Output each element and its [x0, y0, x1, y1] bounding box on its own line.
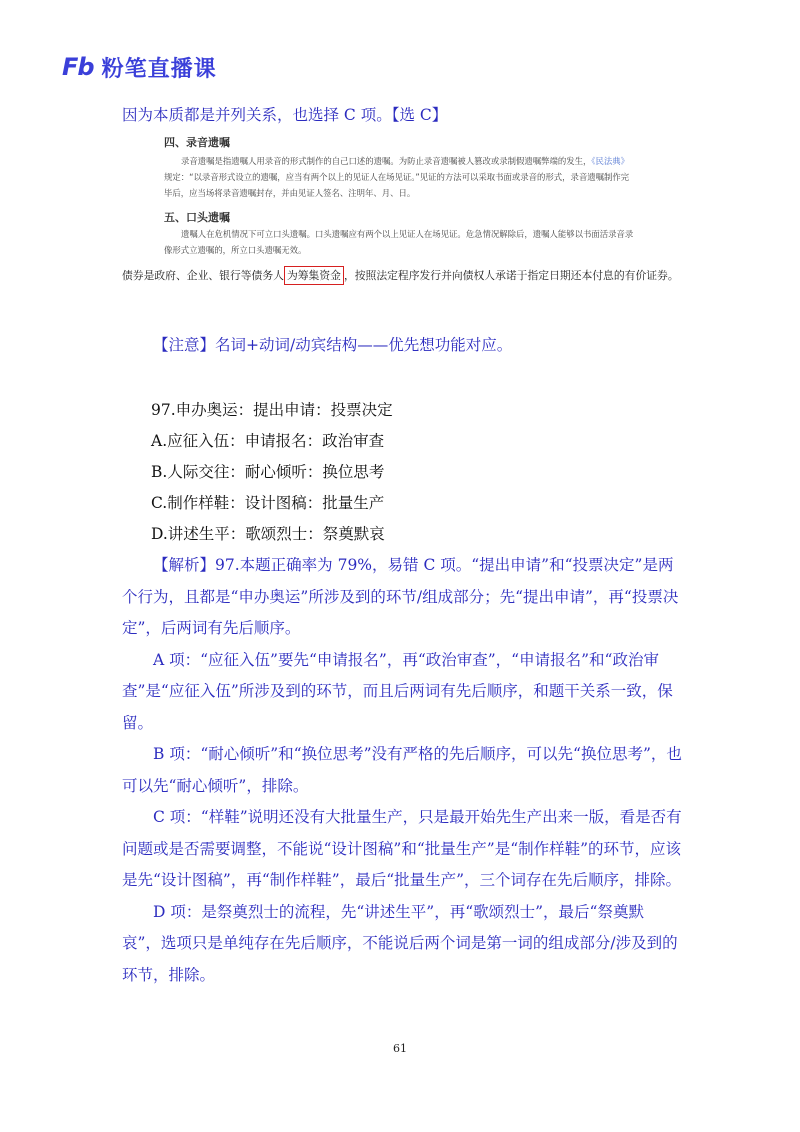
brand-header: [62, 52, 217, 82]
snippet-section4-text: 录音遗嘱是指遗嘱人用录音的形式制作的自己口述的遗嘱。为防止录音遗嘱被人篡改或录制假遗嘱弊端的发生，《民法典》规定：“以录音形式设立的遗嘱，应当有两个以上的见证人在场见证。”见证的方法可以采取书面或录音的形式，录音遗嘱制作完毕后，应当场将录音遗嘱封存，并由见证人签名、注明年、月、日。: [164, 156, 630, 198]
analysis-paragraph: B 项：“耐心倾听”和“换位思考”没有严格的先后顺序，可以先“换位思考”，也可以先“耐心倾听”，排除。: [122, 745, 682, 795]
page-number: 61: [393, 1042, 407, 1055]
option-b: B.人际交往：耐心倾听：换位思考: [151, 463, 385, 481]
analysis-paragraph: D 项：是祭奠烈士的流程，先“讲述生平”，再“歌颂烈士”，最后“祭奠默哀”，选项只是单纯存在先后顺序，不能说后两个词是第一词的组成部分/涉及到的环节，排除。: [122, 902, 678, 984]
analysis-paragraph: 【解析】97.本题正确率为 79%，易错 C 项。“提出申请”和“投票决定”是两个行为，且都是“申办奥运”所涉及到的环节/组成部分；先“提出申请”，再“投票决定”，后两词有先后顺序。: [122, 556, 679, 637]
option-c: C.制作样鞋：设计图稿：批量生产: [151, 494, 385, 512]
law-reference: 《民法典》: [591, 156, 630, 166]
highlighted-phrase: 为筹集资金: [284, 266, 344, 285]
analysis-block: [122, 550, 682, 991]
bond-definition: 债券是政府、企业、银行等债务人 为筹集资金 ，按照法定程序发行并向债权人承诺于指定日期还本付息的有价证券。: [122, 268, 679, 283]
option-a: A.应征入伍：申请报名：政治审查: [151, 432, 385, 450]
brand-logo-icon: Fb: [62, 53, 94, 81]
snippet-section5-text: 遗嘱人在危机情况下可立口头遗嘱。口头遗嘱应有两个以上见证人在场见证。危急情况解除后，遗嘱人能够以书面活录音录像形式立遗嘱的，所立口头遗嘱无效。: [164, 229, 634, 255]
analysis-paragraph: C 项：“样鞋”说明还没有大批量生产，只是最开始先生产出来一版，看是否有问题或是否需要调整，不能说“设计图稿”和“批量生产”是“制作样鞋”的环节，应该是先“设计图稿”，再“制作样鞋”，最后“批量生产”，三个词存在先后顺序，排除。: [122, 808, 682, 889]
intro-line: 因为本质都是并列关系，也选择 C 项。【选 C】: [122, 106, 448, 124]
snippet-section4-title: 四、录音遗嘱: [164, 136, 230, 149]
brand-name: 粉笔直播课: [101, 56, 217, 82]
note-line: 【注意】名词+动词/动宾结构——优先想功能对应。: [153, 336, 513, 354]
question-stem: 97.申办奥运：提出申请：投票决定: [151, 401, 393, 419]
analysis-paragraph: A 项：“应征入伍”要先“申请报名”，再“政治审查”，“申请报名”和“政治审查”是“应征入伍”所涉及到的环节，而且后两词有先后顺序，和题干关系一致，保留。: [122, 650, 673, 732]
option-d: D.讲述生平：歌颂烈士：祭奠默哀: [151, 525, 385, 543]
snippet-section5-title: 五、口头遗嘱: [164, 211, 230, 224]
